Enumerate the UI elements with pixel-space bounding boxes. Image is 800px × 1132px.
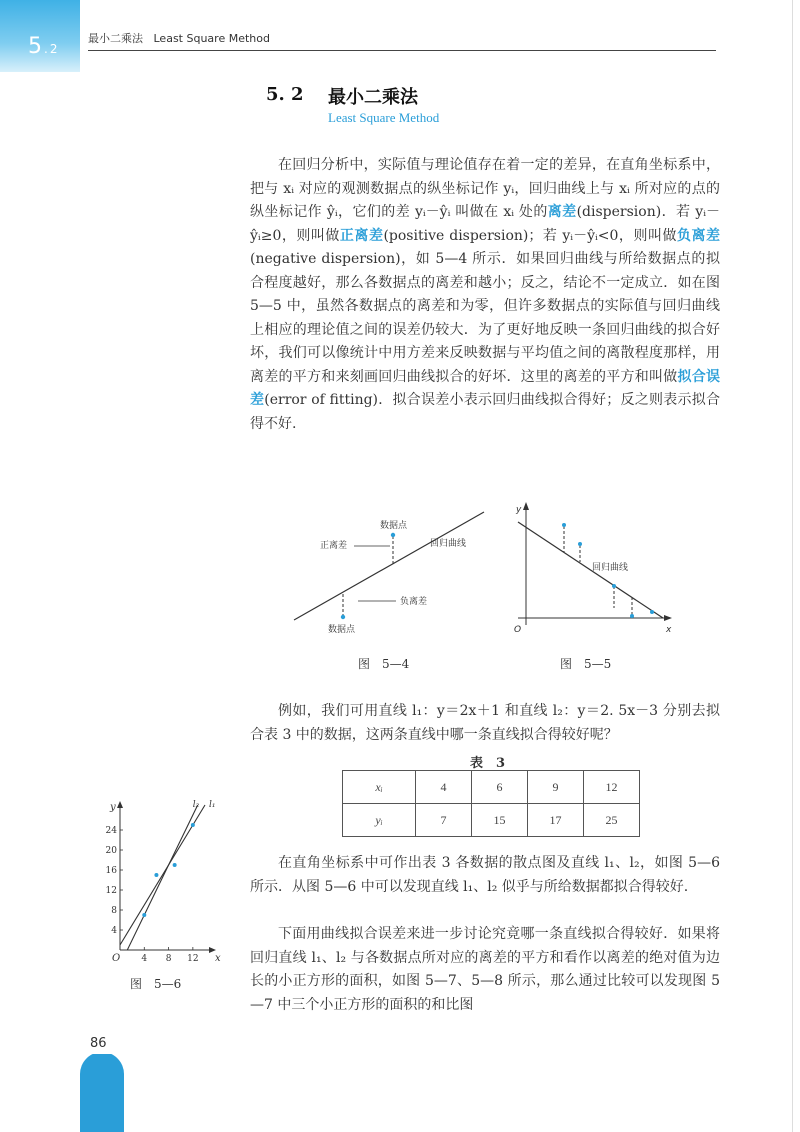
y-axis-label: y [110,802,116,813]
table-cell: 25 [584,804,640,837]
paragraph-dispersion: 在回归分析中，实际值与理论值存在着一定的差异，在直角坐标系中，把与 xᵢ 对应的观测数据点的纵坐标记作 yᵢ，回归曲线上与 xᵢ 所对应的点的纵坐标记作 ŷᵢ，它们的差 yᵢ－ŷᵢ 叫做在 xᵢ 处的离差(dispersion)．若 yᵢ－ŷᵢ≥0，则叫做正离差(positive dispersion)；若 yᵢ－ŷᵢ<0，则叫做负离差(negative dispersion)，如 5—4 所示．如果回归曲线与所给数据点的拟合程度越好，那么各数据点的离差和越小；反之，结论不一定成立．如在图 5—5 中，虽然各数据点的离差和为零，但许多数据点的实际值与回归曲线上相应的理论值之间的误差仍较大．为了更好地反映一条回归曲线的拟合好坏，我们可以像统计中用方差来反映数据与平均值之间的离散程度那样，用离差的平方和来刻画回归曲线拟合的好坏．这里的离差的平方和叫做拟合误差(error of fitting)．拟合误差小表示回归曲线拟合得好；反之则表示拟合得不好. [250,157,721,432]
header-title-en: Least Square Method [153,32,270,45]
x-axis-arrow [664,615,672,621]
table-cell: 15 [472,804,528,837]
data-point [142,913,146,917]
y-tick-label: 12 [105,886,117,896]
header-title [88,30,270,46]
y-tick-label: 20 [105,846,117,856]
header-rule [88,50,716,51]
term-error-of-fitting: 拟合误差 [250,368,720,408]
caption-5-4: 图 5—4 [358,657,410,671]
figure-5-6-chart [96,800,221,970]
table-title: 表 3 [470,756,506,771]
y-axis-label: y [516,505,522,515]
data-table [342,770,640,837]
section-number: 5. 2 [266,84,304,105]
table-header-x: xᵢ [343,771,416,804]
table-header-y: yᵢ [343,804,416,837]
fit-line-1 [127,805,197,950]
data-point-5 [650,610,654,614]
x-axis-label: x [215,953,221,964]
table-cell: 4 [416,771,472,804]
term-negative-dispersion: 负离差 [676,227,721,244]
table-cell: 17 [528,804,584,837]
x-axis-label: x [666,625,672,635]
caption-5-5: 图 5—5 [560,657,612,671]
data-point-4 [630,614,634,618]
data-point-1 [562,523,566,527]
table-cell: 7 [416,804,472,837]
table-row-y [343,804,640,837]
table-cell: 9 [528,771,584,804]
y-tick-label: 8 [111,906,117,916]
regression-line [518,522,663,618]
caption-5-6: 图 5—6 [130,977,182,991]
label-positive-dispersion: 正离差 [320,541,348,551]
x-tick-label: 8 [165,954,172,964]
y-tick-label: 24 [105,826,117,836]
y-axis-arrow [117,801,123,808]
fit-line-label: l₁ [209,800,216,810]
label-data-point-top: 数据点 [380,521,408,531]
data-point-bottom [341,615,345,619]
data-point-top [391,533,395,537]
data-point-2 [578,542,582,546]
data-point [191,823,195,827]
header-section-number: 5.2 [28,34,60,59]
data-point-3 [612,584,616,588]
page-edge [792,0,793,1132]
fit-line-label: l₂ [192,800,200,810]
label-regression-curve-5-5: 回归曲线 [592,563,629,573]
section-title: 最小二乘法 [328,87,418,108]
label-negative-dispersion: 负离差 [400,597,428,607]
data-point [173,863,177,867]
paragraph-fitting-error: 下面用曲线拟合误差来进一步讨论究竟哪一条直线拟合得较好．如果将回归直线 l₁、l₂ 与各数据点所对应的离差的平方和看作以离差的绝对值为边长的小正方形的面积，如图 5—7、5—8 所示，那么通过比较可以发现图 5—7 中三个小正方形的面积的和比图 [250,926,720,1013]
header-title-cn: 最小二乘法 [88,32,143,45]
y-tick-label: 16 [105,866,117,876]
paragraph-scatter: 在直角坐标系中可作出表 3 各数据的散点图及直线 l₁、l₂，如图 5—6 所示．从图 5—6 中可以发现直线 l₁、l₂ 似乎与所给数据都拟合得较好. [250,855,720,895]
label-regression-curve: 回归曲线 [430,539,467,549]
figure-5-4 [288,508,488,638]
term-positive-dispersion: 正离差 [339,227,384,244]
y-tick-label: 4 [111,926,117,936]
table-cell: 12 [584,771,640,804]
page-number-tab [80,1052,124,1132]
table-cell: 6 [472,771,528,804]
term-dispersion: 离差 [547,204,577,220]
data-point [154,873,158,877]
table-row-x [343,771,640,804]
x-tick-label: 12 [187,954,199,964]
y-axis-arrow [523,502,529,510]
x-tick-label: 4 [141,954,148,964]
origin-label: O [514,625,522,635]
paragraph-example: 例如，我们可用直线 l₁：y＝2x＋1 和直线 l₂：y＝2. 5x－3 分别去拟合表 3 中的数据，这两条直线中哪一条直线拟合得较好呢？ [250,703,720,743]
origin-label: O [112,953,121,964]
section-subtitle: Least Square Method [328,110,440,125]
label-data-point-bottom: 数据点 [328,625,356,635]
page-number: 86 [90,1036,107,1051]
figure-5-5 [508,500,678,640]
